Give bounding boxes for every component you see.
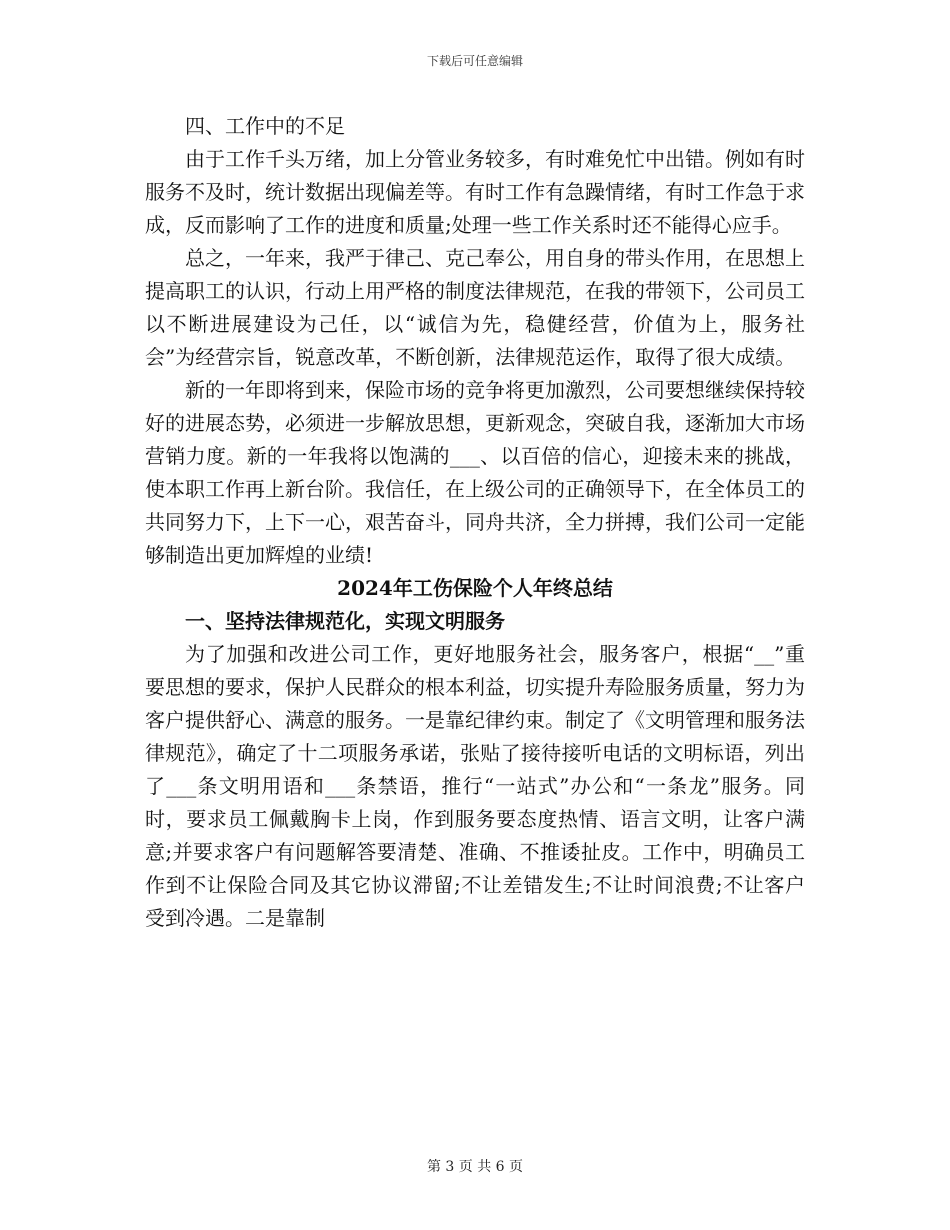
paragraph-summary: 总之，一年来，我严于律己、克己奉公，用自身的带头作用，在思想上提高职工的认识，行动上用严格的制度法律规范，在我的带领下，公司员工以不断进展建设为己任，以“诚信为先，稳健经营，价值为上，服务社会”为经营宗旨，锐意改革，不断创新，法律规范运作，取得了很大成绩。: [145, 246, 805, 369]
sub-heading-civilized-service: 一、坚持法律规范化，实现文明服务: [185, 609, 505, 633]
document-title: 2024年工伤保险个人年终总结: [337, 576, 613, 600]
page-number: 第 3 页 共 6 页: [426, 1159, 524, 1175]
document-body: [145, 110, 805, 935]
section-heading-shortcomings: 四、工作中的不足: [185, 114, 345, 138]
page-header: 下载后可任意编辑: [426, 54, 523, 68]
paragraph-service-standards: 为了加强和改进公司工作，更好地服务社会，服务客户，根据“__”重要思想的要求，保护人民群众的根本利益，切实提升寿险服务质量，努力为客户提供舒心、满意的服务。一是靠纪律约束。制定了《文明管理和服务法律规范》，确定了十二项服务承诺，张贴了接待接听电话的文明标语，列出了___条文明用语和___条禁语，推行“一站式”办公和“一条龙”服务。同时，要求员工佩戴胸卡上岗，作到服务要态度热情、语言文明，让客户满意;并要求客户有问题解答要清楚、准确、不推诿扯皮。工作中，明确员工作到不让保险合同及其它协议滞留;不让差错发生;不让时间浪费;不让客户受到冷遇。二是靠制: [145, 642, 805, 930]
paragraph-outlook: 新的一年即将到来，保险市场的竞争将更加激烈，公司要想继续保持较好的进展态势，必须进一步解放思想，更新观念，突破自我，逐渐加大市场营销力度。新的一年我将以饱满的___、以百倍的信心，迎接未来的挑战，使本职工作再上新台阶。我信任，在上级公司的正确领导下，在全体员工的共同努力下，上下一心，艰苦奋斗，同舟共济，全力拼搏，我们公司一定能够制造出更加辉煌的业绩!: [145, 378, 805, 567]
paragraph-shortcomings: 由于工作千头万绪，加上分管业务较多，有时难免忙中出错。例如有时服务不及时，统计数据出现偏差等。有时工作有急躁情绪，有时工作急于求成，反而影响了工作的进度和质量;处理一些工作关系时还不能得心应手。: [145, 147, 805, 237]
